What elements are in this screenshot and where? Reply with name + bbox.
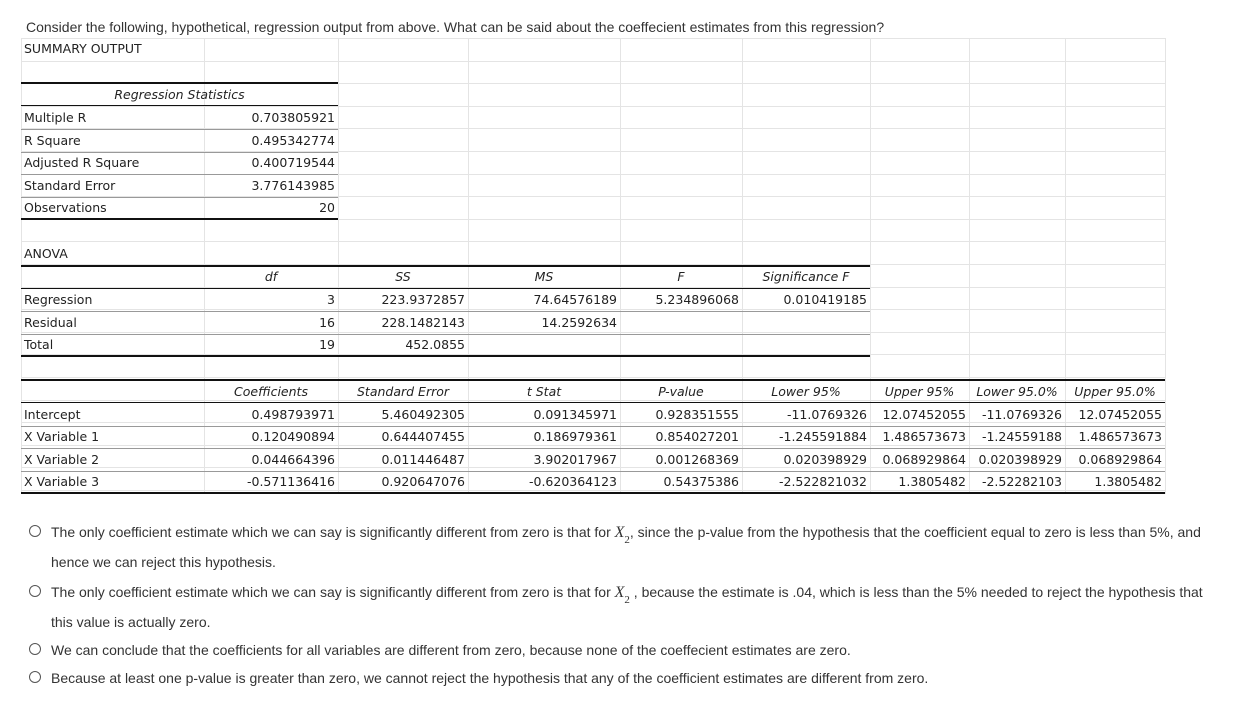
reg-stat-label: Standard Error: [24, 177, 116, 193]
coef-cell: 0.928351555: [655, 407, 739, 422]
coef-cell: 0.011446487: [381, 451, 465, 467]
coef-row-label: X Variable 3: [24, 474, 100, 490]
coef-cell: 0.068929864: [1078, 451, 1162, 467]
coef-header: Lower 95.0%: [976, 384, 1058, 399]
summary-title: SUMMARY OUTPUT: [24, 41, 142, 56]
coef-cell: 0.001268369: [655, 451, 739, 467]
coef-cell: -0.620364123: [528, 474, 617, 490]
coef-header: Lower 95%: [771, 384, 841, 399]
coef-cell: -2.52282103: [981, 474, 1062, 490]
coef-header: Standard Error: [356, 384, 450, 399]
answer-option-4[interactable]: Because at least one p-value is greater than zero, we cannot reject the hypothesis that any of the coefficient estimates are different from zero.: [26, 664, 1226, 692]
coef-cell: -1.24559188: [981, 429, 1062, 445]
reg-stat-value: 0.495342774: [251, 132, 335, 148]
coef-cell: 0.854027201: [655, 429, 739, 445]
anova-label: ANOVA: [24, 246, 68, 261]
anova-cell: 16: [319, 314, 335, 330]
coef-cell: 0.068929864: [882, 451, 966, 467]
anova-row-label: Total: [24, 337, 54, 353]
coef-cell: 0.020398929: [783, 451, 867, 467]
variable-x: X: [614, 524, 625, 541]
coef-cell: 12.07452055: [882, 407, 966, 422]
answer-options: [26, 518, 1226, 692]
coef-header: P-value: [658, 384, 704, 399]
coef-row-label: Intercept: [24, 407, 81, 422]
coef-cell: 1.3805482: [898, 474, 966, 490]
coef-cell: 0.120490894: [251, 429, 335, 445]
coef-header: Upper 95.0%: [1074, 384, 1156, 399]
coef-cell: 12.07452055: [1078, 407, 1162, 422]
coef-row-label: X Variable 2: [24, 451, 100, 467]
coef-cell: -1.245591884: [778, 429, 867, 445]
anova-cell: 228.1482143: [381, 314, 465, 330]
coef-cell: 1.486573673: [1078, 429, 1162, 445]
radio-button[interactable]: [29, 585, 41, 597]
reg-stat-label: Adjusted R Square: [24, 155, 140, 171]
coef-cell: 0.044664396: [251, 451, 335, 467]
coef-cell: 1.3805482: [1094, 474, 1162, 490]
anova-header: SS: [395, 269, 411, 284]
anova-cell: 452.0855: [405, 337, 465, 353]
reg-stat-value: 3.776143985: [251, 177, 335, 193]
radio-button[interactable]: [29, 525, 41, 537]
anova-cell: 3: [327, 292, 335, 307]
coef-header: t Stat: [526, 384, 562, 399]
radio-button[interactable]: [29, 671, 41, 683]
anova-header: MS: [534, 269, 554, 284]
coef-cell: 0.091345971: [533, 407, 617, 422]
anova-header: Significance F: [762, 269, 850, 284]
coef-cell: 0.644407455: [381, 429, 465, 445]
reg-stats-header: Regression Statistics: [114, 87, 245, 102]
anova-cell: 74.64576189: [533, 292, 617, 307]
coef-cell: 1.486573673: [882, 429, 966, 445]
anova-cell: 5.234896068: [655, 292, 739, 307]
coef-cell: 0.920647076: [381, 474, 465, 490]
coef-header: Upper 95%: [884, 384, 955, 399]
anova-header: df: [264, 269, 278, 284]
anova-cell: [468, 334, 617, 356]
anova-cell: [620, 312, 739, 334]
coef-cell: 5.460492305: [381, 407, 465, 422]
radio-button[interactable]: [29, 643, 41, 655]
anova-header: F: [677, 269, 685, 284]
answer-option-1[interactable]: The only coefficient estimate which we can say is significantly different from zero is that for $X_2$, since the p-value from the hypothesis that the coefficient equal to zero is less than 5%, and hence we can reject this hypothesis.: [26, 518, 1226, 576]
answer-option-3[interactable]: We can conclude that the coefficients for all variables are different from zero, because none of the coeffecient estimates are zero.: [26, 636, 1226, 664]
coef-cell: -0.571136416: [246, 474, 335, 490]
anova-cell: [742, 334, 867, 356]
coef-cell: -11.0769326: [981, 407, 1062, 422]
reg-stat-value: 20: [319, 200, 335, 216]
reg-stat-label: Multiple R: [24, 110, 87, 125]
coef-cell: -11.0769326: [786, 407, 867, 422]
anova-cell: [742, 312, 867, 334]
anova-cell: 223.9372857: [381, 292, 465, 307]
coef-row-label: X Variable 1: [24, 429, 100, 445]
coef-cell: -2.522821032: [778, 474, 867, 490]
question-text: Consider the following, hypothetical, regression output from above. What can be said about the coeffecient estimates from this regression?: [26, 19, 885, 35]
anova-cell: [620, 334, 739, 356]
coef-header: Coefficients: [234, 384, 308, 399]
coef-cell: 0.186979361: [533, 429, 617, 445]
coef-cell: 0.54375386: [663, 474, 739, 490]
anova-cell: 0.010419185: [783, 292, 867, 307]
anova-cell: 19: [319, 337, 335, 353]
reg-stat-label: Observations: [24, 200, 107, 216]
answer-option-2[interactable]: The only coefficient estimate which we can say is significantly different from zero is that for $X_2$ , because the estimate is .04, which is less than the 5% needed to reject the hypothesis that this value is actually zero.: [26, 578, 1226, 636]
anova-cell: 14.2592634: [541, 314, 617, 330]
coef-cell: 3.902017967: [533, 451, 617, 467]
reg-stat-value: 0.703805921: [251, 110, 335, 125]
anova-row-label: Residual: [24, 314, 77, 330]
regression-output-sheet: [21, 38, 1166, 494]
anova-row-label: Regression: [24, 292, 93, 307]
coef-cell: 0.498793971: [251, 407, 335, 422]
variable-x: X: [614, 584, 625, 601]
reg-stat-value: 0.400719544: [251, 155, 335, 171]
coef-cell: 0.020398929: [978, 451, 1062, 467]
reg-stat-label: R Square: [24, 132, 81, 148]
